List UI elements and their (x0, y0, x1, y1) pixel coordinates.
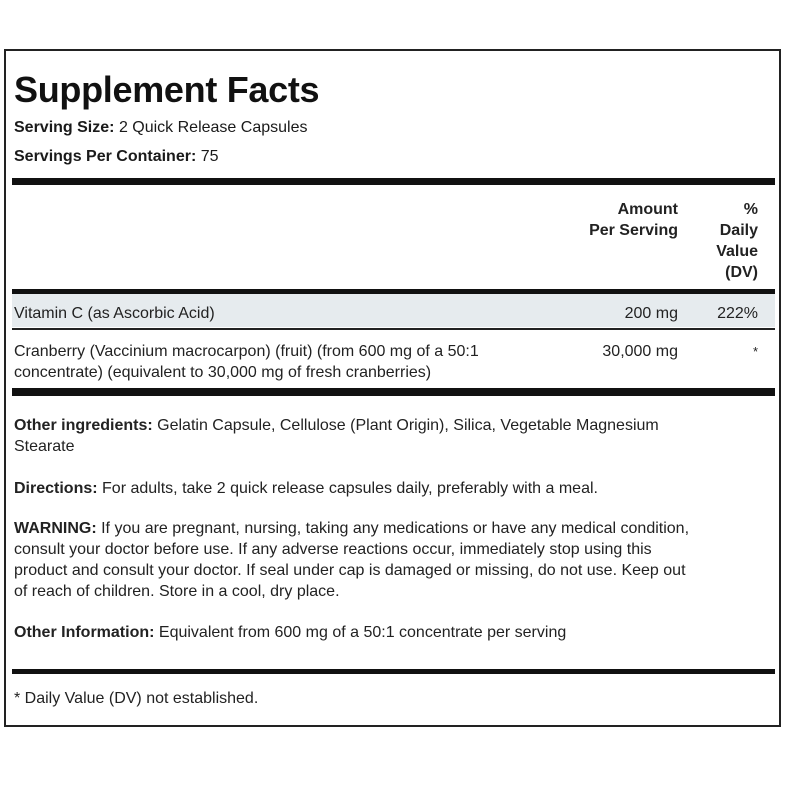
warning-text-line4: of reach of children. Store in a cool, dry place. (14, 583, 340, 600)
servings-per-container-value: 75 (200, 148, 219, 165)
other-ingredients-text-line1: Gelatin Capsule, Cellulose (Plant Origin), Silica, Vegetable Magnesium (157, 417, 659, 434)
dv-header-line1: % (743, 201, 758, 218)
other-ingredients (14, 415, 774, 457)
other-information (14, 622, 774, 643)
dv-header-line4: (DV) (725, 264, 758, 281)
dv-header-line3: Value (716, 243, 758, 260)
dv-header-line2: Daily (719, 222, 758, 239)
row-divider (12, 328, 775, 330)
amount-header-line2: Per Serving (589, 222, 678, 239)
other-information-text: Equivalent from 600 mg of a 50:1 concentrate per serving (158, 624, 567, 641)
other-ingredients-text-line2: Stearate (14, 438, 75, 455)
warning (14, 518, 774, 602)
serving-size-label: Serving Size: (14, 119, 115, 136)
directions (14, 478, 774, 499)
serving-size-value: 2 Quick Release Capsules (118, 119, 308, 136)
warning-text-line2: consult your doctor before use. If any adverse reactions occur, immediately stop using this (14, 541, 652, 558)
thick-divider-bottom (12, 388, 775, 396)
thick-divider (12, 178, 775, 185)
other-information-label: Other Information: (14, 624, 155, 641)
directions-label: Directions: (14, 480, 98, 497)
other-ingredients-label: Other ingredients: (14, 417, 153, 434)
directions-text: For adults, take 2 quick release capsules daily, preferably with a meal. (102, 480, 598, 497)
warning-text-line3: product and consult your doctor. If seal under cap is damaged or missing, do not use. Keep out (14, 562, 686, 579)
amount-header-line1: Amount (617, 201, 678, 218)
cranberry-name-line1: Cranberry (Vaccinium macrocarpon) (fruit) (from 600 mg of a 50:1 (14, 343, 479, 360)
cranberry-name (14, 341, 479, 383)
footnote: * Daily Value (DV) not established. (14, 690, 259, 707)
vitamin-c-dv: 222% (717, 305, 758, 322)
warning-label: WARNING: (14, 520, 97, 537)
cranberry-dv: * (752, 344, 758, 359)
footer-divider (12, 669, 775, 674)
cranberry-name-line2: concentrate) (equivalent to 30,000 mg of fresh cranberries) (14, 364, 432, 381)
warning-text-line1: If you are pregnant, nursing, taking any medications or have any medical condition, (101, 520, 690, 537)
serving-size (14, 119, 307, 137)
vitamin-c-amount: 200 mg (624, 305, 678, 322)
servings-per-container-label: Servings Per Container: (14, 148, 197, 165)
amount-per-serving-header (566, 199, 678, 241)
supplement-facts-panel (4, 49, 781, 727)
vitamin-c-name: Vitamin C (as Ascorbic Acid) (14, 305, 215, 322)
daily-value-header (696, 199, 758, 283)
panel-title: Supplement Facts (14, 69, 320, 110)
cranberry-amount: 30,000 mg (602, 343, 678, 360)
servings-per-container (14, 148, 219, 166)
